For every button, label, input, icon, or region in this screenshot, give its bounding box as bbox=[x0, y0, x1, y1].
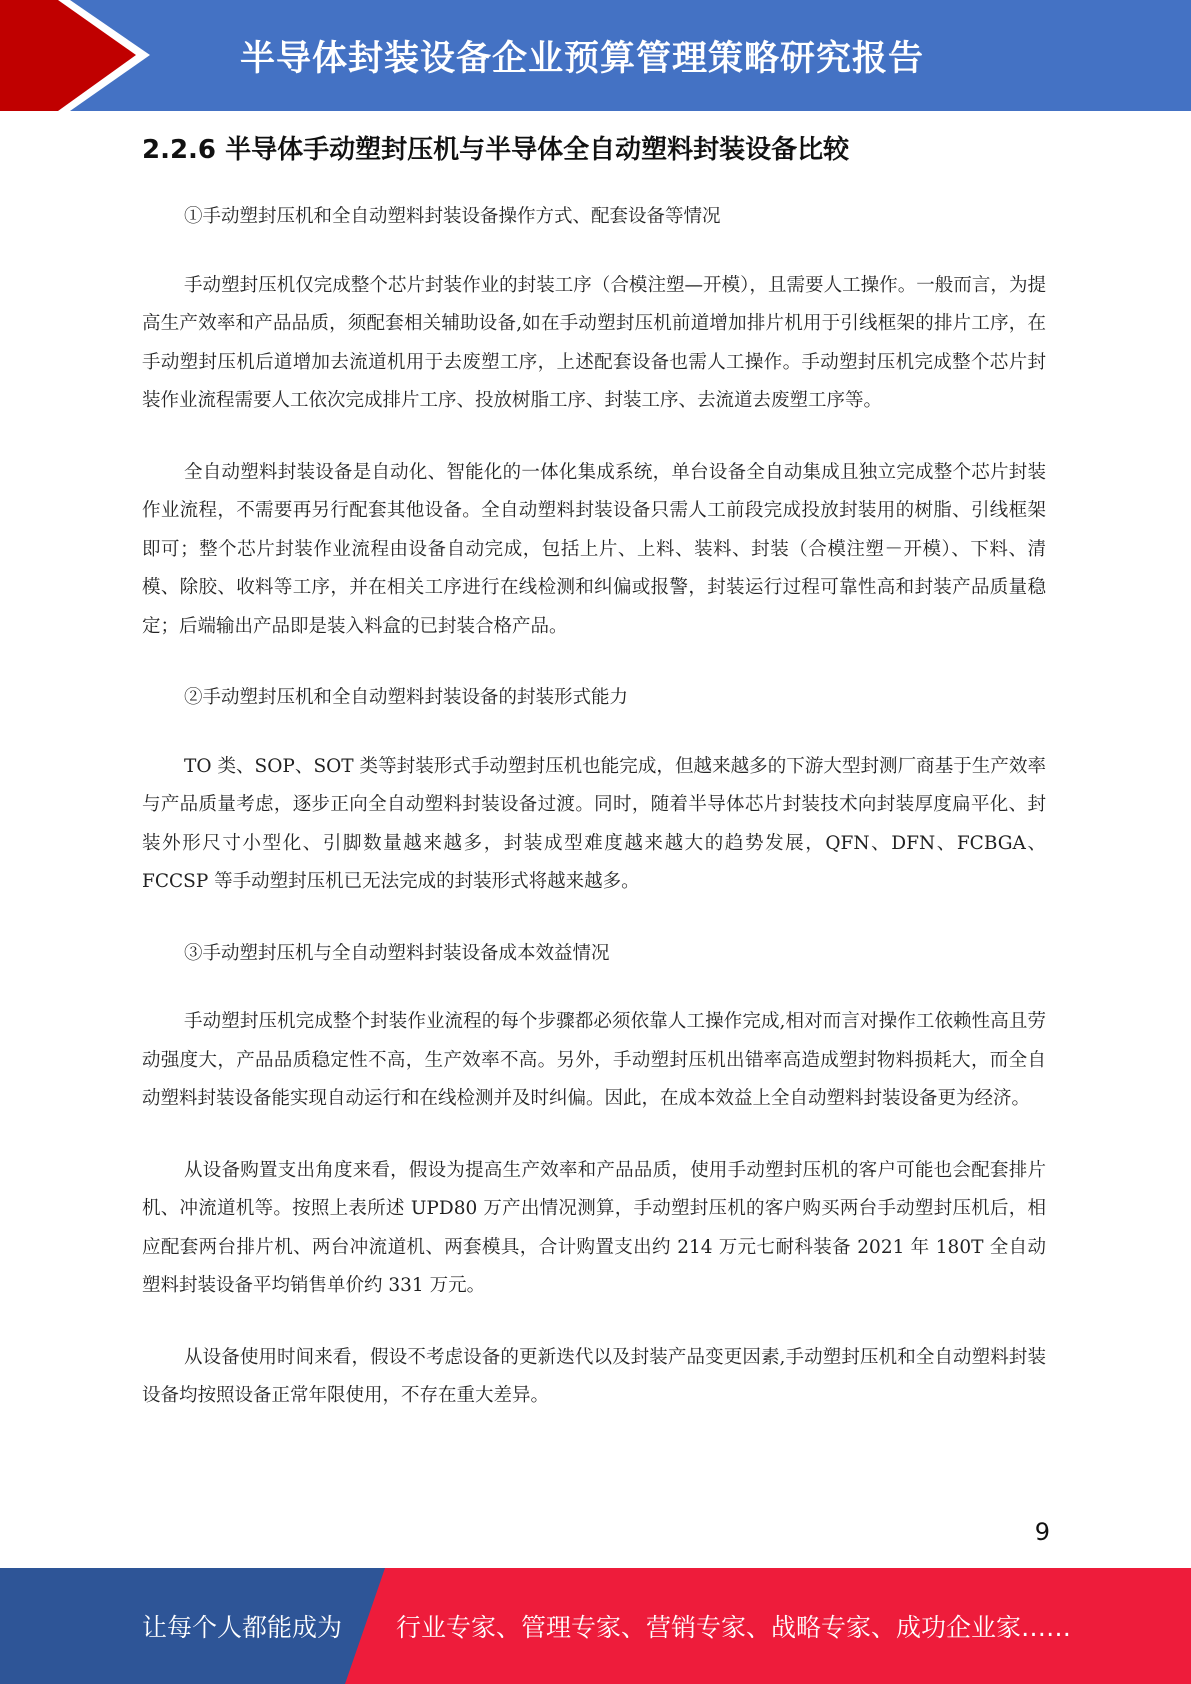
paragraph-5: 从设备购置支出角度来看，假设为提高生产效率和产品品质，使用手动塑封压机的客户可能也会配套排片机、冲流道机等。按照上表所述 UPD80 万产出情况测算，手动塑封压机的客户购买两台手动塑封压机后，相应配套两台排片机、两台冲流道机、两套模具，合计购置支出约 214 万元七耐科装备 2021 年 180T 全自动塑料封装设备平均销售单价约 331 万元。 bbox=[142, 1159, 1046, 1296]
header-arrow-decoration bbox=[0, 0, 160, 111]
paragraph-4: 手动塑封压机完成整个封装作业流程的每个步骤都必须依靠人工操作完成,相对而言对操作工依赖性高且劳动强度大，产品品质稳定性不高，生产效率不高。另外，手动塑封压机出错率高造成塑封物料损耗大，而全自动塑料封装设备能实现自动运行和在线检测并及时纠偏。因此，在成本效益上全自动塑料封装设备更为经济。 bbox=[142, 1011, 1046, 1109]
subheading-2: ②手动塑封压机和全自动塑料封装设备的封装形式能力 bbox=[184, 687, 629, 708]
section-heading: 2.2.6 半导体手动塑封压机与半导体全自动塑料封装设备比较 bbox=[142, 135, 850, 165]
paragraph-1: 手动塑封压机仅完成整个芯片封装作业的封装工序（合模注塑—开模），且需要人工操作。一般而言，为提高生产效率和产品品质，须配套相关辅助设备,如在手动塑封压机前道增加排片机用于引线框架的排片工序，在手动塑封压机后道增加去流道机用于去废塑工序，上述配套设备也需人工操作。手动塑封压机完成整个芯片封装作业流程需要人工依次完成排片工序、投放树脂工序、封装工序、去流道去废塑工序等。 bbox=[142, 274, 1046, 411]
main-content bbox=[142, 130, 1046, 1449]
subheading-1: ①手动塑封压机和全自动塑料封装设备操作方式、配套设备等情况 bbox=[184, 206, 721, 227]
page-number: 9 bbox=[1034, 1518, 1050, 1546]
page-footer bbox=[0, 1568, 1191, 1684]
subheading-3: ③手动塑封压机与全自动塑料封装设备成本效益情况 bbox=[184, 942, 610, 964]
paragraph-3: TO 类、SOP、SOT 类等封装形式手动塑封压机也能完成，但越来越多的下游大型封测厂商基于生产效率与产品质量考虑，逐步正向全自动塑料封装设备过渡。同时，随着半导体芯片封装技术向封装厚度扁平化、封装外形尺寸小型化、引脚数量越来越多，封装成型难度越来越大的趋势发展，QFN、DFN、FCBGA、FCCSP 等手动塑封压机已无法完成的封装形式将越来越多。 bbox=[142, 755, 1046, 892]
paragraph-6: 从设备使用时间来看，假设不考虑设备的更新迭代以及封装产品变更因素,手动塑封压机和全自动塑料封装设备均按照设备正常年限使用，不存在重大差异。 bbox=[142, 1346, 1046, 1406]
page-header bbox=[0, 0, 1191, 111]
report-title: 半导体封装设备企业预算管理策略研究报告 bbox=[240, 38, 925, 79]
footer-slogan-left: 让每个人都能成为 bbox=[142, 1613, 343, 1642]
footer-slogan-right: 行业专家、管理专家、营销专家、战略专家、成功企业家…… bbox=[396, 1613, 1072, 1642]
paragraph-2: 全自动塑料封装设备是自动化、智能化的一体化集成系统，单台设备全自动集成且独立完成整个芯片封装作业流程，不需要再另行配套其他设备。全自动塑料封装设备只需人工前段完成投放封装用的树脂、引线框架即可；整个芯片封装作业流程由设备自动完成，包括上片、上料、装料、封装（合模注塑－开模）、下料、清模、除胶、收料等工序，并在相关工序进行在线检测和纠偏或报警，封装运行过程可靠性高和封装产品质量稳定；后端输出产品即是装入料盒的已封装合格产品。 bbox=[142, 461, 1046, 637]
